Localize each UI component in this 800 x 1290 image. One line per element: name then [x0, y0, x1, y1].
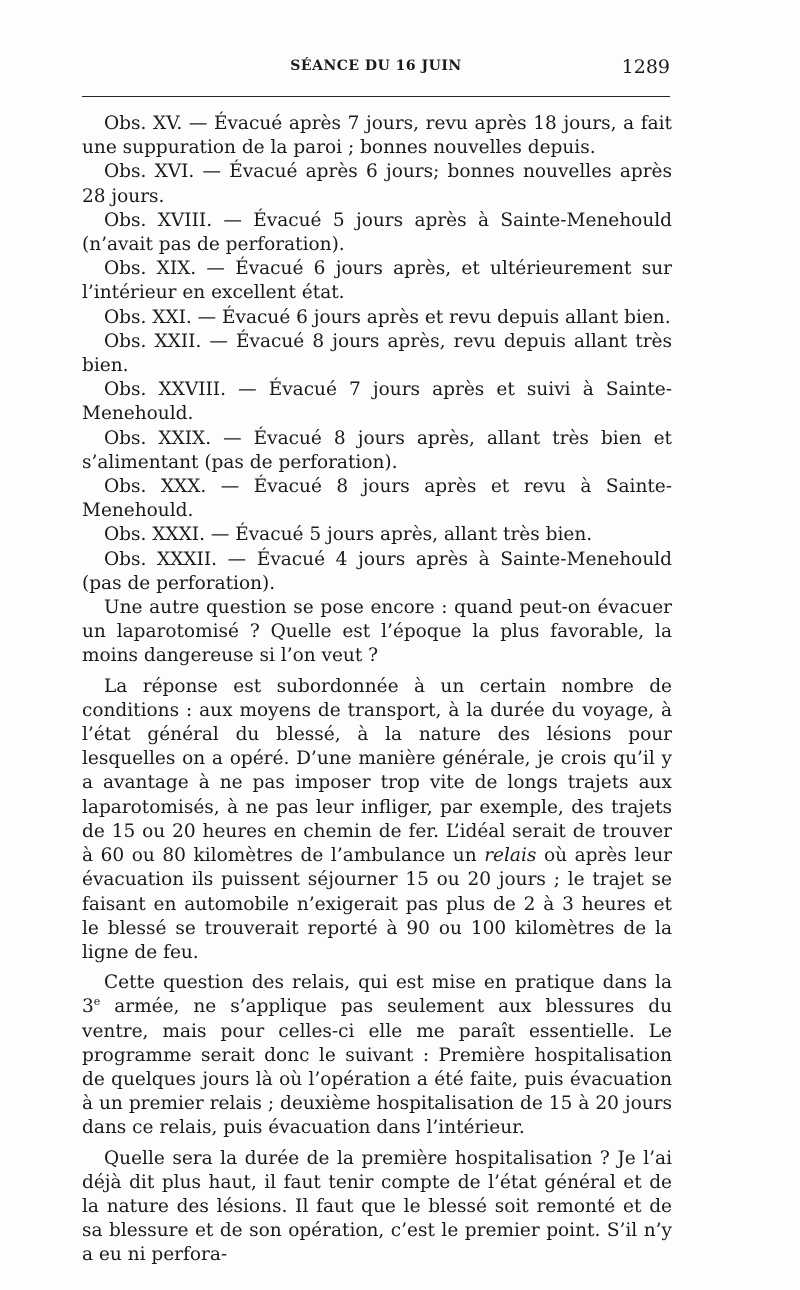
observation-xxii: Obs. XXII. — Évacué 8 jours après, revu depuis allant très bien. [82, 330, 672, 377]
paragraph-conditions-part1: La réponse est subordonnée à un certain nombre de conditions : aux moyens de transport, à la durée du voyage, à l’état général du blessé, à la nature des lésions pour lesquelles on a opéré. D’une manière générale, je crois qu’il y a avantage à ne pas imposer trop vite de longs trajets aux laparotomisés, à ne pas leur infliger, par exemple, des trajets de 15 ou 20 heures en chemin de fer. L’idéal serait de trouver à 60 ou 80 kilomètres de l’ambulance un [82, 675, 672, 867]
page-header [82, 58, 670, 84]
paragraph-conditions [82, 675, 672, 965]
superscript-e: e [93, 995, 101, 1009]
paragraph-hospitalisation: Quelle sera la durée de la première hospitalisation ? Je l’ai déjà dit plus haut, il faut tenir compte de l’état général et de la nature des lésions. Il faut que le blessé soit remonté et de sa blessure et de son opération, c’est le premier point. S’il n’y a eu ni perfora- [82, 1147, 672, 1266]
page-number: 1289 [621, 56, 670, 78]
header-rule [82, 96, 670, 97]
observation-xxviii: Obs. XXVIII. — Évacué 7 jours après et suivi à Sainte-Menehould. [82, 379, 672, 425]
body-text [82, 112, 672, 1268]
observation-xviii: Obs. XVIII. — Évacué 5 jours après à Sainte-Menehould (n’avait pas de perforation). [82, 209, 672, 256]
observation-xvi: Obs. XVI. — Évacué après 6 jours; bonnes nouvelles après 28 jours. [82, 161, 672, 207]
paragraph-evacuation-question: Une autre question se pose encore : quand peut-on évacuer un laparotomisé ? Quelle est l’époque la plus favorable, la moins dangereuse si l’on veut ? [82, 597, 672, 667]
observation-xv: Obs. XV. — Évacué après 7 jours, revu après 18 jours, a fait une suppuration de la paroi ; bonnes nouvelles depuis. [82, 113, 672, 159]
observation-xxxii: Obs. XXXII. — Évacué 4 jours après à Sainte-Menehould (pas de perforation). [82, 548, 672, 594]
paragraph-relais-part2: armée, ne s’applique pas seulement aux blessures du ventre, mais pour celles-ci elle me paraît essentielle. Le programme serait donc le suivant : Première hospitalisation de quelques jours là où l’opération a été faite, puis évacuation à un premier relais ; deuxième hospitalisation de 15 à 20 jours dans ce relais, puis évacuation dans l’intérieur. [82, 996, 672, 1139]
observation-xix: Obs. XIX. — Évacué 6 jours après, et ultérieurement sur l’intérieur en excellent état. [82, 258, 672, 304]
italic-relais: relais [484, 845, 537, 867]
observation-xxi: Obs. XXI. — Évacué 6 jours après et revu depuis allant bien. [104, 306, 671, 328]
observation-xxx: Obs. XXX. — Évacué 8 jours après et revu à Sainte-Menehould. [82, 476, 672, 522]
paragraph-relais [82, 971, 672, 1140]
paragraph-conditions-part2: où après leur évacuation ils puissent séjourner 15 ou 20 jours ; le trajet se faisant en automobile n’exigerait pas plus de 2 à 3 heures et le blessé se trouverait reporté à 90 ou 100 kilomètres de la ligne de feu. [82, 845, 672, 963]
paragraph-relais-part1: Cette question des relais, qui est mise en pratique dans la 3 [82, 972, 672, 1018]
running-title: SÉANCE DU 16 JUIN [290, 58, 462, 74]
observation-xxxi: Obs. XXXI. — Évacué 5 jours après, allant très bien. [104, 524, 593, 546]
observation-xxix: Obs. XXIX. — Évacué 8 jours après, allant très bien et s’alimentant (pas de perforation). [82, 427, 672, 473]
